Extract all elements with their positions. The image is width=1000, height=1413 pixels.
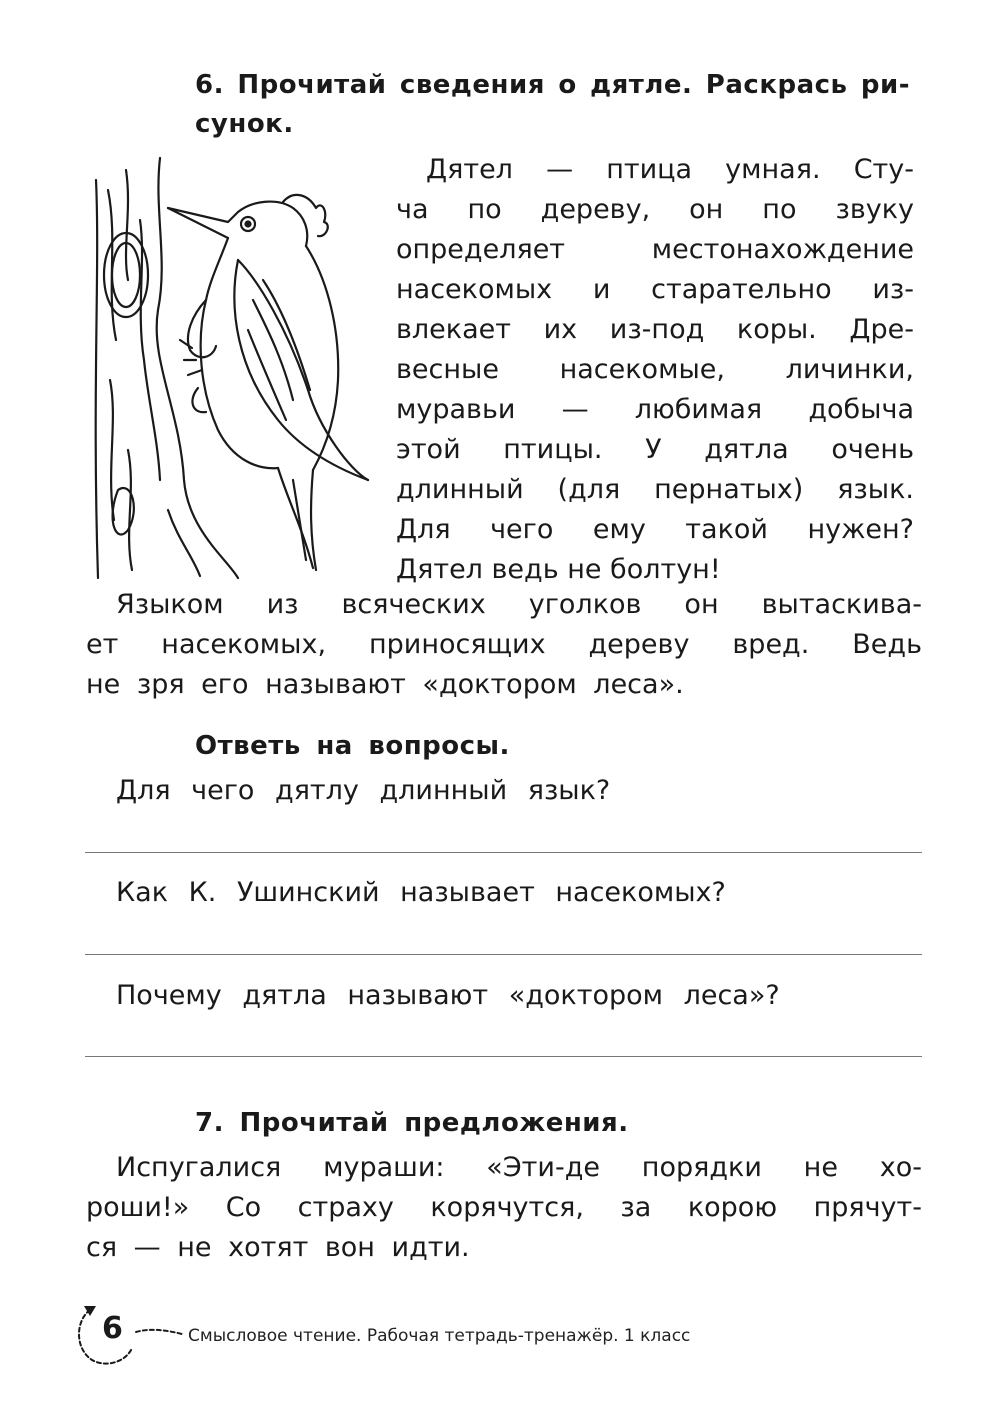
questions-heading: Ответь на вопросы. <box>195 731 510 761</box>
text-line: Дятел — птица умная. Сту- <box>426 154 914 185</box>
answer-line-2[interactable] <box>85 954 922 955</box>
task6-heading-line2: сунок. <box>195 109 294 139</box>
text-line: длинный (для пернатых) язык. <box>396 474 914 505</box>
question-2: Как К. Ушинский называет насекомых? <box>116 877 726 908</box>
footer-title: Смысловое чтение. Рабочая тетрадь-тренажёр. 1 класс <box>188 1326 691 1346</box>
text-line: ча по дереву, он по звуку <box>396 194 914 225</box>
task6-text-right <box>396 150 914 590</box>
text-line: Дятел ведь не болтун! <box>396 554 721 585</box>
task7-text <box>86 1148 922 1268</box>
text-line: не зря его называют «доктором леса». <box>86 669 684 700</box>
text-line: влекает их из-под коры. Дре- <box>396 314 914 345</box>
text-line: этой птицы. У дятла очень <box>396 434 914 465</box>
task7-heading: 7. Прочитай предложения. <box>195 1108 629 1138</box>
text-line: роши!» Со страху корячутся, за корою прячут- <box>86 1192 922 1223</box>
woodpecker-illustration <box>88 150 388 580</box>
question-1: Для чего дятлу длинный язык? <box>116 775 611 806</box>
task6-text-full <box>86 585 922 705</box>
text-line: насекомых и старательно из- <box>396 274 914 305</box>
question-3: Почему дятла называют «доктором леса»? <box>116 980 780 1011</box>
text-line: ся — не хотят вон идти. <box>86 1232 470 1263</box>
answer-line-3[interactable] <box>85 1056 922 1057</box>
text-line: весные насекомые, личинки, <box>396 354 914 385</box>
text-line: ет насекомых, приносящих дереву вред. Ведь <box>86 629 922 660</box>
text-line: Испугалися мураши: «Эти-де порядки не хо- <box>116 1152 922 1183</box>
task6-heading-line1: 6. Прочитай сведения о дятле. Раскрась ри- <box>195 70 910 100</box>
text-line: муравьи — любимая добыча <box>396 394 914 425</box>
answer-line-1[interactable] <box>85 852 922 853</box>
text-line: Языком из всяческих уголков он вытаскива- <box>116 589 922 620</box>
text-line: Для чего ему такой нужен? <box>396 514 914 545</box>
page-marker-arrow-icon <box>70 1300 190 1370</box>
text-line: определяет местонахождение <box>396 234 914 265</box>
page-number: 6 <box>102 1311 123 1346</box>
